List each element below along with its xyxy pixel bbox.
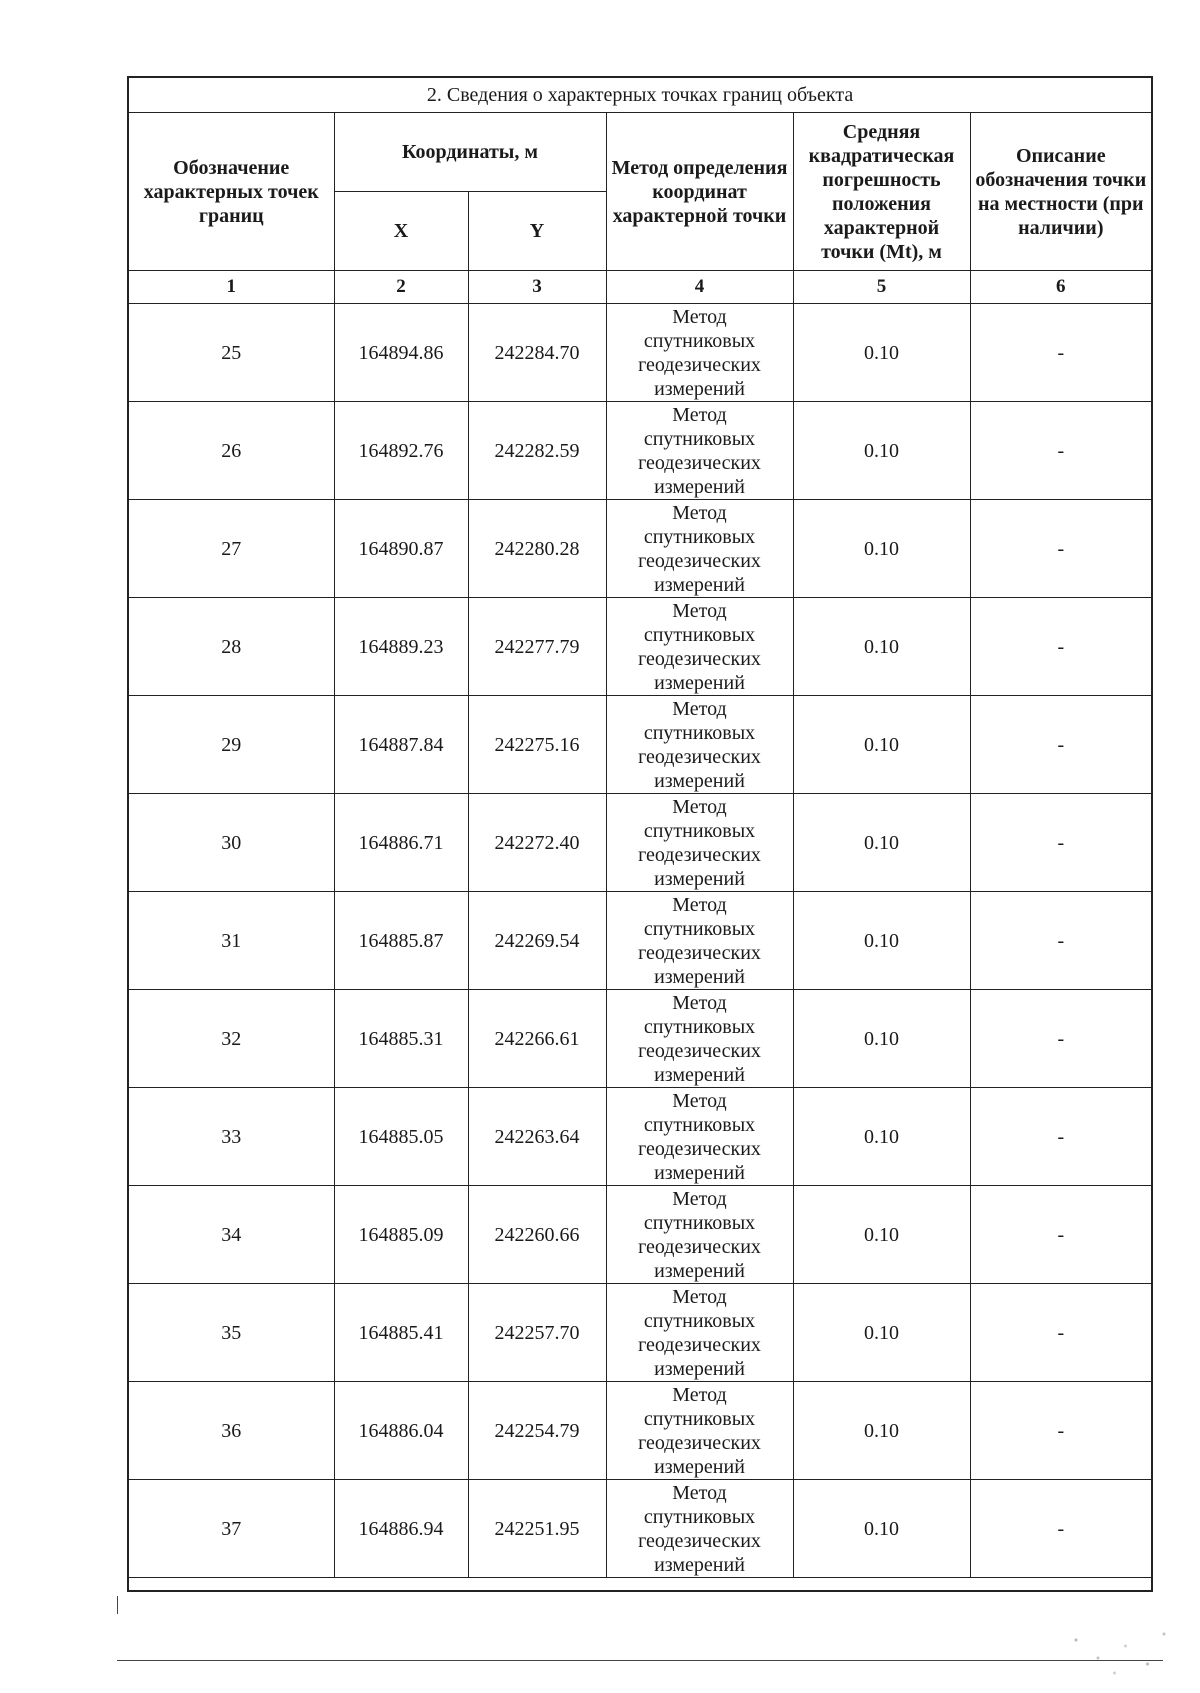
method-line: геодезических [638,549,761,572]
method-line: измерений [654,1259,745,1282]
table-row [128,1480,1152,1578]
table-row [128,1088,1152,1186]
table-trailer-cell [128,1578,1152,1592]
method-line: спутниковых [643,1113,756,1136]
x-coordinate-cell: 164885.31 [334,990,468,1088]
method-line: спутниковых [643,1407,756,1430]
error-cell: 0.10 [793,500,970,598]
x-coordinate-cell: 164885.05 [334,1088,468,1186]
method-line: измерений [654,769,745,792]
column-number: 3 [468,271,606,304]
method-line: геодезических [638,647,761,670]
method-line: спутниковых [643,1211,756,1234]
method-cell [606,990,793,1088]
x-coordinate-cell: 164889.23 [334,598,468,696]
description-cell: - [970,1284,1152,1382]
method-line: спутниковых [643,819,756,842]
y-coordinate-cell: 242284.70 [468,304,606,402]
method-line: измерений [654,1161,745,1184]
method-line: спутниковых [643,917,756,940]
section-title: 2. Сведения о характерных точках границ объекта [128,77,1152,113]
description-cell: - [970,1382,1152,1480]
method-line: измерений [654,1455,745,1478]
method-line: Метод [672,697,727,720]
table-row [128,1186,1152,1284]
table-row [128,304,1152,402]
error-cell: 0.10 [793,1284,970,1382]
point-number-cell: 37 [128,1480,334,1578]
description-cell: - [970,402,1152,500]
x-coordinate-cell: 164894.86 [334,304,468,402]
error-cell: 0.10 [793,892,970,990]
method-line: измерений [654,671,745,694]
point-number-cell: 25 [128,304,334,402]
y-coordinate-cell: 242282.59 [468,402,606,500]
y-coordinate-cell: 242266.61 [468,990,606,1088]
error-cell: 0.10 [793,1382,970,1480]
method-line: спутниковых [643,329,756,352]
method-line: спутниковых [643,721,756,744]
method-line: Метод [672,1285,727,1308]
point-number-cell: 36 [128,1382,334,1480]
y-coordinate-cell: 242260.66 [468,1186,606,1284]
x-coordinate-cell: 164885.09 [334,1186,468,1284]
method-line: спутниковых [643,1015,756,1038]
error-cell: 0.10 [793,1480,970,1578]
table-row [128,990,1152,1088]
header-description: Описание обозначения точки на местности (при наличии) [970,113,1152,271]
column-number: 4 [606,271,793,304]
header-x: X [334,192,468,271]
header-point: Обозначение характерных точек границ [128,113,334,271]
y-coordinate-cell: 242277.79 [468,598,606,696]
method-line: Метод [672,1481,727,1504]
method-cell [606,1284,793,1382]
column-numbers-row [128,271,1152,304]
method-cell [606,304,793,402]
y-coordinate-cell: 242263.64 [468,1088,606,1186]
column-number: 5 [793,271,970,304]
scan-speckle [1065,1622,1175,1682]
method-line: Метод [672,403,727,426]
table-row [128,598,1152,696]
x-coordinate-cell: 164886.04 [334,1382,468,1480]
method-line: Метод [672,795,727,818]
method-line: Метод [672,1383,727,1406]
method-line: спутниковых [643,525,756,548]
method-line: измерений [654,377,745,400]
method-line: Метод [672,1187,727,1210]
description-cell: - [970,990,1152,1088]
method-line: Метод [672,991,727,1014]
column-number: 2 [334,271,468,304]
method-line: спутниковых [643,427,756,450]
method-line: Метод [672,599,727,622]
description-cell: - [970,892,1152,990]
page-bottom-rule [117,1660,1163,1661]
point-number-cell: 29 [128,696,334,794]
method-line: геодезических [638,1529,761,1552]
y-coordinate-cell: 242257.70 [468,1284,606,1382]
error-cell: 0.10 [793,794,970,892]
table-row [128,402,1152,500]
point-number-cell: 27 [128,500,334,598]
header-method: Метод определения координат характерной точки [606,113,793,271]
table-row [128,794,1152,892]
point-number-cell: 34 [128,1186,334,1284]
method-line: измерений [654,867,745,890]
x-coordinate-cell: 164886.71 [334,794,468,892]
method-line: измерений [654,1063,745,1086]
description-cell: - [970,1088,1152,1186]
method-cell [606,402,793,500]
method-line: измерений [654,1553,745,1576]
y-coordinate-cell: 242269.54 [468,892,606,990]
method-line: геодезических [638,1333,761,1356]
method-line: геодезических [638,353,761,376]
error-cell: 0.10 [793,990,970,1088]
method-line: Метод [672,305,727,328]
x-coordinate-cell: 164886.94 [334,1480,468,1578]
description-cell: - [970,304,1152,402]
method-line: Метод [672,501,727,524]
method-cell [606,500,793,598]
method-line: геодезических [638,451,761,474]
header-coords: Координаты, м [334,113,606,192]
error-cell: 0.10 [793,696,970,794]
method-line: измерений [654,475,745,498]
error-cell: 0.10 [793,1088,970,1186]
method-line: спутниковых [643,623,756,646]
document-page [127,76,1151,1592]
description-cell: - [970,598,1152,696]
description-cell: - [970,696,1152,794]
x-coordinate-cell: 164892.76 [334,402,468,500]
x-coordinate-cell: 164885.41 [334,1284,468,1382]
column-number: 1 [128,271,334,304]
table-body [128,304,1152,1578]
error-cell: 0.10 [793,402,970,500]
point-number-cell: 26 [128,402,334,500]
table-row [128,1382,1152,1480]
point-number-cell: 31 [128,892,334,990]
method-line: геодезических [638,1137,761,1160]
point-number-cell: 32 [128,990,334,1088]
x-coordinate-cell: 164885.87 [334,892,468,990]
description-cell: - [970,500,1152,598]
method-line: геодезических [638,745,761,768]
description-cell: - [970,1186,1152,1284]
y-coordinate-cell: 242251.95 [468,1480,606,1578]
column-number: 6 [970,271,1152,304]
header-error: Средняя квадратическая погрешность положения характерной точки (Mt), м [793,113,970,271]
method-line: геодезических [638,843,761,866]
method-cell [606,1088,793,1186]
y-coordinate-cell: 242275.16 [468,696,606,794]
boundary-points-table [127,76,1153,1592]
description-cell: - [970,1480,1152,1578]
point-number-cell: 28 [128,598,334,696]
x-coordinate-cell: 164887.84 [334,696,468,794]
table-row [128,1284,1152,1382]
method-line: геодезических [638,1431,761,1454]
method-line: геодезических [638,1235,761,1258]
method-line: измерений [654,1357,745,1380]
method-cell [606,892,793,990]
header-y: Y [468,192,606,271]
method-line: измерений [654,965,745,988]
y-coordinate-cell: 242272.40 [468,794,606,892]
method-cell [606,794,793,892]
margin-rule [117,1596,118,1614]
point-number-cell: 30 [128,794,334,892]
point-number-cell: 33 [128,1088,334,1186]
error-cell: 0.10 [793,304,970,402]
error-cell: 0.10 [793,1186,970,1284]
method-line: измерений [654,573,745,596]
error-cell: 0.10 [793,598,970,696]
method-cell [606,1480,793,1578]
point-number-cell: 35 [128,1284,334,1382]
y-coordinate-cell: 242254.79 [468,1382,606,1480]
method-cell [606,598,793,696]
method-line: геодезических [638,1039,761,1062]
method-line: Метод [672,893,727,916]
method-line: спутниковых [643,1505,756,1528]
method-cell [606,696,793,794]
method-line: Метод [672,1089,727,1112]
table-trailer-row [128,1578,1152,1592]
table-row [128,696,1152,794]
method-line: спутниковых [643,1309,756,1332]
method-cell [606,1186,793,1284]
y-coordinate-cell: 242280.28 [468,500,606,598]
description-cell: - [970,794,1152,892]
table-row [128,892,1152,990]
table-row [128,500,1152,598]
method-cell [606,1382,793,1480]
method-line: геодезических [638,941,761,964]
x-coordinate-cell: 164890.87 [334,500,468,598]
